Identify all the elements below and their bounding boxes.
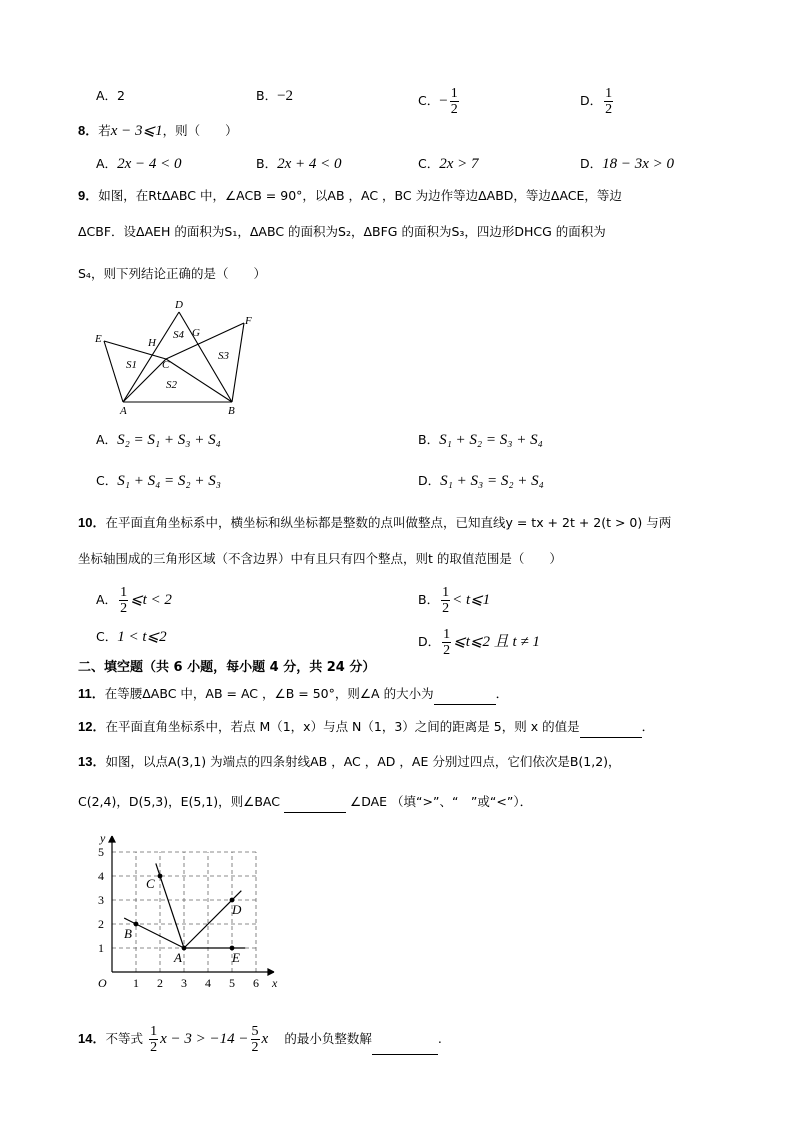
- q7-option-b-value: −2: [277, 88, 294, 104]
- q10-number: 10．: [78, 515, 106, 530]
- q10-line2: [78, 549, 562, 570]
- origin-label: O: [98, 976, 107, 990]
- y-tick-label: 4: [98, 869, 104, 883]
- q9-option-b: [418, 430, 543, 451]
- x-tick-label: 1: [133, 976, 139, 990]
- q7-option-a: [96, 86, 125, 107]
- q7-d-denominator: 2: [605, 102, 613, 117]
- q14-f2-den: 2: [251, 1040, 259, 1055]
- q10-d-fraction: [442, 627, 451, 658]
- q7-d-numerator: 1: [605, 86, 613, 101]
- q8-stem-a: 若: [98, 123, 111, 138]
- q10-d-den: 2: [443, 643, 451, 658]
- q13-number: 13．: [78, 754, 106, 769]
- q8-option-a: [96, 154, 181, 175]
- q12-text: 在平面直角坐标系中，若点 M（1，x）与点 N（1，3）之间的距离是 5，则 x 的值是: [105, 719, 580, 734]
- y-tick-label: 5: [98, 845, 104, 859]
- q12: [78, 717, 654, 738]
- q10-b-rest: < t⩽1: [452, 592, 491, 608]
- q14-fraction-2: [251, 1024, 260, 1055]
- q12-end: ．: [641, 719, 655, 734]
- q10-option-c: [96, 627, 167, 648]
- q14-text-a: 不等式: [105, 1031, 143, 1046]
- point-a: [182, 946, 187, 951]
- q8-option-a-expr: 2x − 4 < 0: [117, 156, 182, 172]
- x-tick-label: 5: [229, 976, 235, 990]
- q7-option-b-label: B．: [256, 88, 278, 103]
- q8-option-b: [256, 154, 341, 175]
- q10-d-rest: ⩽t⩽2 且 t ≠ 1: [453, 634, 540, 650]
- q10-line1-text: 在平面直角坐标系中，横坐标和纵坐标都是整数的点叫做整点，已知直线y = tx + 2t + 2(t > 0) 与两: [105, 515, 672, 530]
- q14-f1-num: 1: [150, 1024, 158, 1039]
- q9-line1-text: 如图，在RtΔABC 中，∠ACB = 90°，以AB ，AC ，BC 为边作等边ΔABD，等边ΔACE，等边: [98, 188, 622, 203]
- q10-b-den: 2: [442, 601, 450, 616]
- q9-option-c-expr: S₁ + S₄ = S₂ + S₃: [117, 473, 221, 489]
- q8-option-c-expr: 2x > 7: [439, 156, 479, 172]
- q9-label-a: A: [120, 405, 127, 417]
- point-c: [158, 874, 163, 879]
- q9-option-c-label: C．: [96, 473, 118, 488]
- q14-answer-blank[interactable]: [372, 1040, 438, 1055]
- q7-option-c-label: C．: [418, 93, 440, 108]
- q13-line1-text: 如图，以点A(3,1) 为端点的四条射线AB ，AC ，AD ，AE 分别过四点，它们依次是B(1,2)，: [105, 754, 621, 769]
- q10-c-rest: 1 < t⩽2: [117, 629, 167, 645]
- q14-f1-den: 2: [150, 1040, 158, 1055]
- q9-option-a-expr: S₂ = S₁ + S₃ + S₄: [117, 432, 221, 448]
- q10-a-rest: ⩽t < 2: [130, 592, 172, 608]
- x-tick-label: 4: [205, 976, 211, 990]
- q8-option-c: [418, 154, 479, 175]
- q9-label-d: D: [175, 299, 183, 311]
- q12-answer-blank[interactable]: [580, 723, 642, 738]
- q9-label-h: H: [148, 337, 156, 349]
- point-b: [134, 922, 139, 927]
- q9-line1: [78, 186, 622, 207]
- q8-option-d: [580, 154, 674, 175]
- q9-number: 9．: [78, 188, 99, 203]
- q7-option-d-fraction: [604, 86, 613, 117]
- q7-c-numerator: 1: [450, 86, 458, 101]
- q13-line2-b: ∠DAE （填“>”、“ ”或“<”）．: [350, 794, 533, 809]
- point-label-a: A: [174, 950, 182, 965]
- q9-line2: [78, 222, 606, 243]
- x-tick-label: 6: [253, 976, 259, 990]
- q8-stem: [78, 121, 238, 142]
- q10-b-num: 1: [442, 585, 450, 600]
- q11: [78, 684, 508, 705]
- q9-option-a-label: A．: [96, 432, 118, 447]
- q9-label-b: B: [228, 405, 235, 417]
- q8-stem-expr: x − 3⩽1: [110, 123, 163, 139]
- q9-option-d: [418, 471, 544, 492]
- q11-answer-blank[interactable]: [434, 690, 496, 705]
- q7-c-denominator: 2: [450, 102, 458, 117]
- q10-option-b-label: B．: [418, 592, 440, 607]
- q8-option-b-label: B．: [256, 156, 278, 171]
- y-tick-label: 2: [98, 917, 104, 931]
- q9-option-d-label: D．: [418, 473, 441, 488]
- q9-line3-text: S₄，则下列结论正确的是（ ）: [78, 266, 266, 281]
- q13-answer-blank[interactable]: [284, 798, 346, 813]
- y-axis-label: y: [100, 831, 106, 845]
- q14-text-b: 的最小负整数解: [284, 1031, 372, 1046]
- q9-option-c: [96, 471, 221, 492]
- q10-a-num: 1: [120, 585, 128, 600]
- q13-line1: [78, 752, 621, 773]
- q10-d-num: 1: [443, 627, 451, 642]
- q9-line3: [78, 264, 266, 285]
- q10-option-a-label: A．: [96, 592, 118, 607]
- q8-option-d-expr: 18 − 3x > 0: [602, 156, 675, 172]
- q9-option-a: [96, 430, 221, 451]
- q9-option-d-expr: S₁ + S₃ = S₂ + S₄: [440, 473, 544, 489]
- point-label-e: E: [232, 950, 240, 965]
- q14-number: 14．: [78, 1031, 106, 1046]
- q9-label-s2: S2: [166, 379, 177, 391]
- q10-line2-text: 坐标轴围成的三角形区域（不含边界）中有且只有四个整点，则t 的取值范围是（ ）: [78, 551, 562, 566]
- q10-option-b: [418, 585, 490, 616]
- q8-option-b-expr: 2x + 4 < 0: [277, 156, 342, 172]
- y-tick-label: 1: [98, 941, 104, 955]
- q7-option-d-label: D．: [580, 93, 603, 108]
- point-d: [230, 898, 235, 903]
- y-tick-label: 3: [98, 893, 104, 907]
- q9-label-c: C: [162, 359, 170, 371]
- q10-option-d-label: D．: [418, 634, 441, 649]
- q8-option-d-label: D．: [580, 156, 603, 171]
- y-axis-arrow: [109, 836, 115, 842]
- section-2-title: 二、填空题（共 6 小题，每小题 4 分，共 24 分）: [78, 660, 376, 675]
- q10-option-a: [96, 585, 172, 616]
- x-axis-label: x: [272, 976, 278, 990]
- q9-figure: [92, 296, 262, 418]
- q8-option-a-label: A．: [96, 156, 118, 171]
- q7-option-c: [418, 86, 461, 117]
- point-label-d: D: [232, 902, 242, 917]
- q10-option-d: [418, 627, 540, 658]
- q10-line1: [78, 513, 671, 534]
- q8-number: 8．: [78, 123, 99, 138]
- q14-fraction-1: [149, 1024, 158, 1055]
- point-label-b: B: [124, 926, 132, 941]
- point-label-c: C: [146, 876, 155, 891]
- q14-x: x: [261, 1031, 269, 1047]
- q9-label-g: G: [192, 327, 200, 339]
- q9-label-e: E: [95, 333, 102, 345]
- q13-graph: [86, 822, 296, 994]
- q7-option-b: [256, 86, 293, 107]
- q9-option-b-label: B．: [418, 432, 440, 447]
- q12-number: 12．: [78, 719, 106, 734]
- q8-option-c-label: C．: [418, 156, 440, 171]
- q10-b-fraction: [441, 585, 450, 616]
- q9-label-s1: S1: [126, 359, 137, 371]
- q13-line2-a: C(2,4)，D(5,3)，E(5,1)，则∠BAC: [78, 794, 280, 809]
- q9-label-f: F: [245, 315, 252, 327]
- q10-a-den: 2: [120, 601, 128, 616]
- q7-option-c-sign: −: [439, 93, 448, 109]
- q14: [78, 1024, 442, 1055]
- q10-a-fraction: [119, 585, 128, 616]
- point-e: [230, 946, 235, 951]
- q14-mid: x − 3 > −14 −: [160, 1031, 249, 1047]
- x-tick-label: 2: [157, 976, 163, 990]
- q8-stem-b: ，则（ ）: [162, 123, 238, 138]
- x-axis-arrow: [268, 969, 274, 975]
- q11-end: ．: [495, 686, 509, 701]
- q14-f2-num: 5: [251, 1024, 259, 1039]
- q13-line2: [78, 792, 532, 813]
- q7-option-a-text: A．2: [96, 88, 126, 103]
- q14-end: .: [437, 1031, 442, 1046]
- q9-label-s4: S4: [173, 329, 184, 341]
- q11-number: 11．: [78, 686, 105, 701]
- q10-option-c-label: C．: [96, 629, 118, 644]
- q11-text: 在等腰ΔABC 中，AB = AC ，∠B = 50°，则∠A 的大小为: [104, 686, 434, 701]
- q7-option-d: [580, 86, 615, 117]
- q7-option-c-fraction: [450, 86, 459, 117]
- x-tick-label: 3: [181, 976, 187, 990]
- q9-option-b-expr: S₁ + S₂ = S₃ + S₄: [439, 432, 543, 448]
- q9-line2-text: ΔCBF．设ΔAEH 的面积为S₁，ΔABC 的面积为S₂，ΔBFG 的面积为S₃，四边形DHCG 的面积为: [78, 224, 606, 239]
- q9-label-s3: S3: [218, 350, 229, 362]
